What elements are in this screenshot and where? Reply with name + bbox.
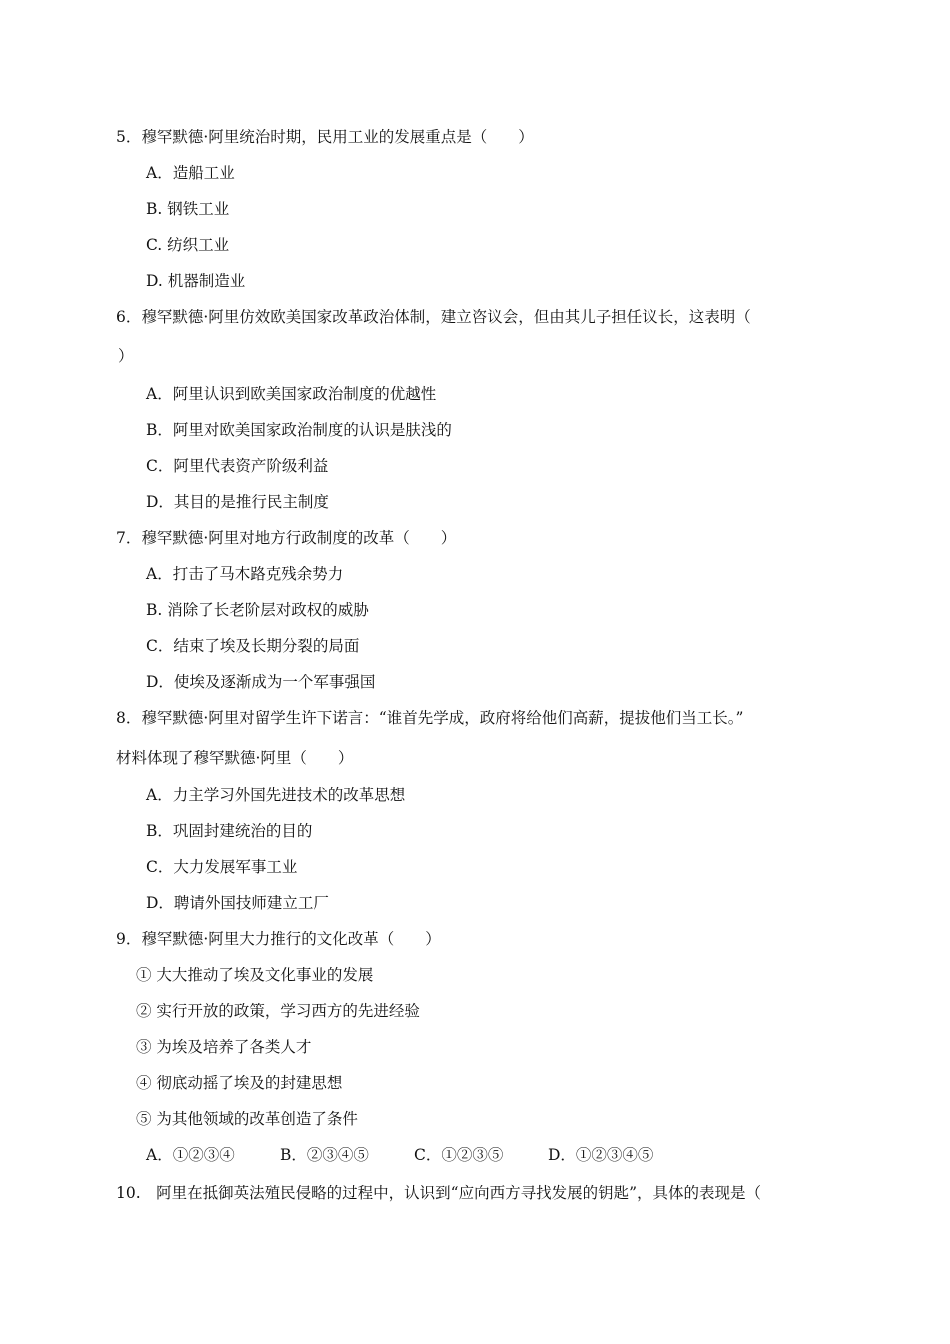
- question-9-option-d: D．①②③④⑤: [548, 1146, 654, 1164]
- question-6-option-c: C．阿里代表资产阶级利益: [146, 457, 329, 475]
- question-5-option-c: C. 纺织工业: [146, 236, 230, 254]
- question-8-option-d: D．聘请外国技师建立工厂: [146, 894, 329, 912]
- question-10-stem: 10. 阿里在抵御英法殖民侵略的过程中，认识到“应向西方寻找发展的钥匙”，具体的表现是（: [116, 1184, 762, 1202]
- question-9-stem: 9．穆罕默德·阿里大力推行的文化改革（ ）: [116, 930, 441, 948]
- question-9-option-c: C．①②③⑤: [414, 1146, 504, 1164]
- question-6-option-b: B．阿里对欧美国家政治制度的认识是肤浅的: [146, 421, 452, 439]
- question-7-option-d: D．使埃及逐渐成为一个军事强国: [146, 673, 376, 691]
- question-5-option-d: D. 机器制造业: [146, 272, 246, 290]
- question-9-item-5: ⑤ 为其他领域的改革创造了条件: [136, 1110, 358, 1128]
- question-7-stem: 7．穆罕默德·阿里对地方行政制度的改革（ ）: [116, 529, 457, 547]
- question-8-stem-continued: 材料体现了穆罕默德·阿里（ ）: [116, 749, 354, 767]
- question-9-item-2: ② 实行开放的政策，学习西方的先进经验: [136, 1002, 420, 1020]
- question-7-option-a: A．打击了马木路克残余势力: [146, 565, 344, 583]
- question-7-option-c: C．结束了埃及长期分裂的局面: [146, 637, 360, 655]
- question-5-option-a: A．造船工业: [146, 164, 235, 182]
- question-9-item-4: ④ 彻底动摇了埃及的封建思想: [136, 1074, 343, 1092]
- question-8-option-b: B．巩固封建统治的目的: [146, 822, 313, 840]
- question-8-option-a: A．力主学习外国先进技术的改革思想: [146, 786, 406, 804]
- question-9-option-a: A．①②③④: [146, 1146, 235, 1164]
- question-9-option-b: B．②③④⑤: [280, 1146, 369, 1164]
- question-5-option-b: B. 钢铁工业: [146, 200, 230, 218]
- question-7-option-b: B. 消除了长老阶层对政权的威胁: [146, 601, 369, 619]
- question-8-option-c: C．大力发展军事工业: [146, 858, 298, 876]
- question-9-item-3: ③ 为埃及培养了各类人才: [136, 1038, 312, 1056]
- question-9-item-1: ① 大大推动了埃及文化事业的发展: [136, 966, 374, 984]
- question-8-stem: 8．穆罕默德·阿里对留学生许下诺言：“谁首先学成，政府将给他们高薪，提拔他们当工长。”: [116, 709, 744, 727]
- question-5-stem: 5．穆罕默德·阿里统治时期，民用工业的发展重点是（ ）: [116, 128, 534, 146]
- question-6-option-a: A．阿里认识到欧美国家政治制度的优越性: [146, 385, 437, 403]
- question-6-option-d: D．其目的是推行民主制度: [146, 493, 329, 511]
- question-6-stem: 6．穆罕默德·阿里仿效欧美国家改革政治体制，建立咨议会，但由其儿子担任议长，这表明（: [116, 308, 751, 326]
- question-6-stem-continued: ）: [118, 347, 134, 365]
- question-9-options: [146, 1145, 682, 1165]
